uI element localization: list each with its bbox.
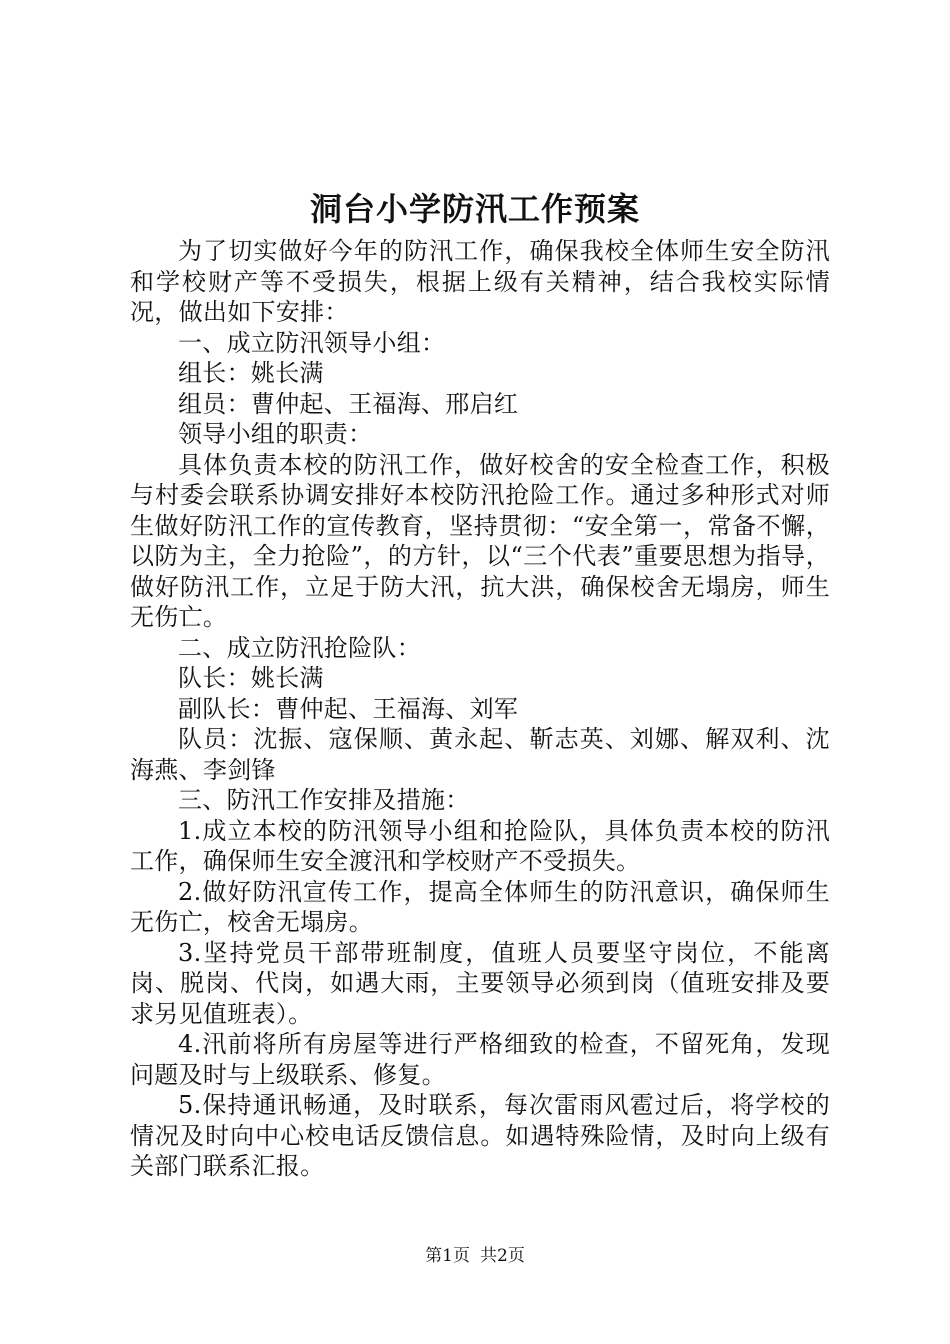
team-vice-captain-line: 副队长：曹仲起、王福海、刘军 xyxy=(178,694,519,723)
section-heading-leadership-group: 一、成立防汛领导小组： xyxy=(178,328,446,357)
duties-heading: 领导小组的职责： xyxy=(178,420,373,448)
team-members-line: 队员：沈振、寇保顺、黄永起、靳志英、刘娜、解双利、沈海燕、李剑锋 xyxy=(130,725,830,784)
page-number-total: 共2页 xyxy=(480,1246,525,1266)
measure-item-1: 1.成立本校的防汛领导小组和抢险队，具体负责本校的防汛工作，确保师生安全渡汛和学校财产不受损失。 xyxy=(130,816,830,875)
measure-item-5: 5.保持通讯畅通，及时联系，每次雷雨风雹过后，将学校的情况及时向中心校电话反馈信息。如遇特殊险情，及时向上级有关部门联系汇报。 xyxy=(130,1091,830,1180)
group-leader-line: 组长：姚长满 xyxy=(178,359,324,387)
document-title: 洞台小学防汛工作预案 xyxy=(309,190,640,228)
document-body xyxy=(130,236,830,1182)
duties-paragraph: 具体负责本校的防汛工作，做好校舍的安全检查工作，积极与村委会联系协调安排好本校防汛抢险工作。通过多种形式对师生做好防汛工作的宣传教育，坚持贯彻：“安全第一，常备不懈，以防为主，全力抢险”，的方针，以“三个代表”重要思想为指导，做好防汛工作，立足于防大汛，抗大洪，确保校舍无塌房，师生无伤亡。 xyxy=(130,450,830,631)
page-footer xyxy=(0,1244,950,1268)
page-number-current: 第1页 xyxy=(425,1246,470,1266)
section-heading-rescue-team: 二、成立防汛抢险队： xyxy=(178,633,421,662)
measure-item-2: 2.做好防汛宣传工作，提高全体师生的防汛意识，确保师生无伤亡，校舍无塌房。 xyxy=(130,877,830,936)
team-captain-line: 队长：姚长满 xyxy=(178,664,324,692)
intro-paragraph: 为了切实做好今年的防汛工作，确保我校全体师生安全防汛和学校财产等不受损失，根据上级有关精神，结合我校实际情况，做出如下安排： xyxy=(130,237,830,326)
group-members-line: 组员：曹仲起、王福海、邢启红 xyxy=(178,389,519,418)
measure-item-3: 3.坚持党员干部带班制度，值班人员要坚守岗位，不能离岗、脱岗、代岗，如遇大雨，主要领导必须到岗（值班安排及要求另见值班表）。 xyxy=(130,938,830,1028)
section-heading-measures: 三、防汛工作安排及措施： xyxy=(178,786,470,814)
measure-item-4: 4.汛前将所有房屋等进行严格细致的检查，不留死角，发现问题及时与上级联系、修复。 xyxy=(130,1030,830,1089)
